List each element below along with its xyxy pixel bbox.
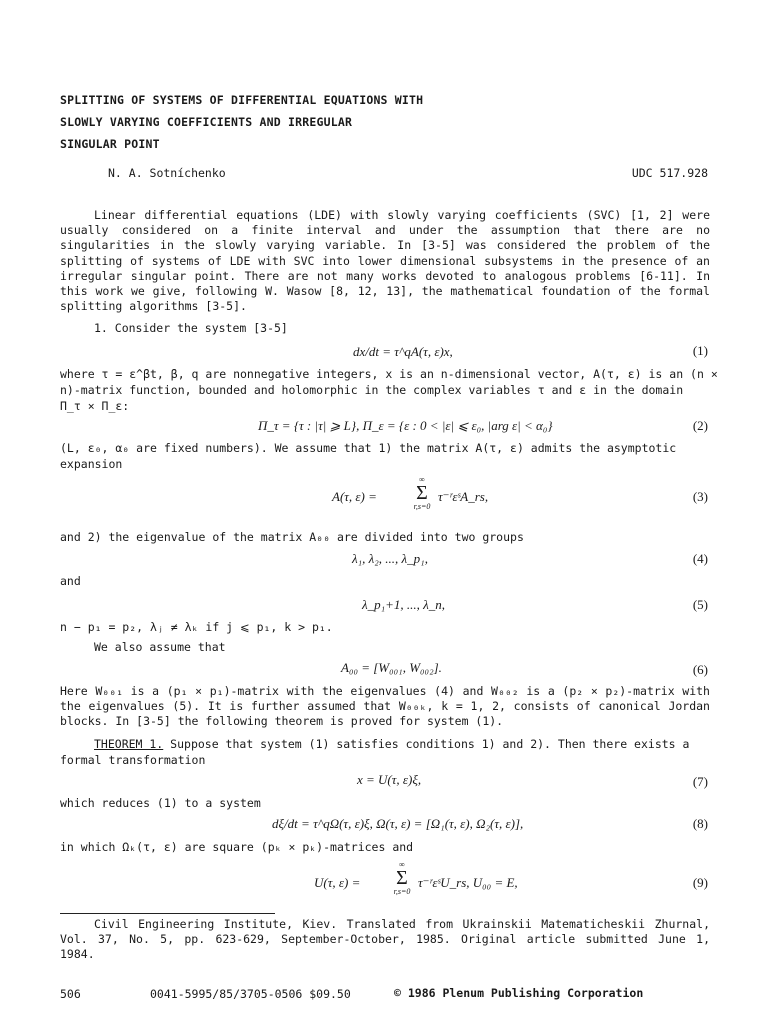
equation-number-8: (8) [692,816,708,831]
equation-number-4: (4) [692,551,708,566]
in-which-line: in which Ωₖ(τ, ε) are square (pₖ × pₖ)-matrices and [60,840,414,854]
summation-9 [388,860,416,897]
where-line-1: where τ = ε^βt, β, q are nonnegative integers, x is an n-dimensional vector, A(τ, ε) is an (n × [60,367,718,381]
equation-number-9: (9) [692,875,708,890]
eigenvalue-line: and 2) the eigenvalue of the matrix A₀₀ are divided into two groups [60,530,524,544]
theorem-label: THEOREM 1. [94,737,164,751]
equation-5: λ_p₁+1, ..., λ_n, [362,597,446,612]
footnote: Civil Engineering Institute, Kiev. Translated from Ukrainskii Matematicheskii Zhurnal, Vol. 37, No. 5, pp. 623-629, September-October, 1985. Original article submitted June 1, 1984. [60,917,710,962]
equation-6: A₀₀ = [W₀₀₁, W₀₀₂]. [341,660,442,675]
sum-symbol: Σ [396,867,408,889]
section-1-heading: 1. Consider the system [3-5] [94,321,288,335]
where-line-2: n)-matrix function, bounded and holomorphic in the complex variables τ and ε in the domain [60,383,684,397]
sum-symbol: Σ [416,482,428,504]
equation-3-rhs: τ⁻ʳεˢA_rs, [438,489,489,504]
copyright-line: © 1986 Plenum Publishing Corporation [394,986,644,1000]
equation-number-5: (5) [692,597,708,612]
also-assume-line: We also assume that [94,640,226,654]
page-number: 506 [60,987,81,1001]
fixed-numbers-line: (L, ε₀, α₀ are fixed numbers). We assume that 1) the matrix A(τ, ε) admits the asymptotic [60,441,677,455]
equation-number-3: (3) [692,489,708,504]
where-line-3: Π_τ × Π_ε: [60,399,130,413]
equation-number-2: (2) [692,418,708,433]
title-line-2: SLOWLY VARYING COEFFICIENTS AND IRREGULAR [60,115,353,129]
sum-lower-limit: r,s=0 [393,887,411,896]
intro-paragraph: Linear differential equations (LDE) with slowly varying coefficients (SVC) [1, 2] were usually considered on a finite interval and under the assumption that there are no singularities in the slowly varying variable. In [3-5] was considered the problem of the splitting of systems of LDE with SVC into lower dimensional subsystems in the presence of an irregular singular point. There are not many works devoted to analogous problems [6-11]. In this work we give, following W. Wasow [8, 12, 13], the mathematical foundation of the formal splitting algorithms [3-5]. [60,208,710,314]
sum-upper-limit: ∞ [399,860,405,869]
sum-upper-limit: ∞ [419,475,425,484]
equation-2: Π_τ = {τ : |τ| ⩾ L}, Π_ε = {ε : 0 < |ε| ⩽ ε₀, |arg ε| < α₀} [258,418,553,433]
equation-number-1: (1) [692,343,708,358]
equation-9-lhs: U(τ, ε) = [314,875,361,890]
equation-7: x = U(τ, ε)ξ, [357,772,422,787]
equation-3-lhs: A(τ, ε) = [332,489,377,504]
reduces-line: which reduces (1) to a system [60,796,261,810]
title-line-1: SPLITTING OF SYSTEMS OF DIFFERENTIAL EQUATIONS WITH [60,93,424,107]
equation-8: dξ/dt = τ^qΩ(τ, ε)ξ, Ω(τ, ε) = [Ω₁(τ, ε), Ω₂(τ, ε)], [272,816,524,831]
theorem-text: Suppose that system (1) satisfies conditions 1) and 2). Then there exists a [163,737,690,751]
issn-line: 0041-5995/85/3705-0506 $09.50 [150,987,351,1001]
equation-number-7: (7) [692,774,708,789]
theorem-line-2: formal transformation [60,753,206,767]
here-paragraph: Here W₀₀₁ is a (p₁ × p₁)-matrix with the eigenvalues (4) and W₀₀₂ is a (p₂ × p₂)-matrix with the eigenvalues (5). It is further assumed that W₀₀ₖ, k = 1, 2, consists of canonical Jordan blocks. In [3-5] the following theorem is proved for system (1). [60,684,710,729]
equation-number-6: (6) [692,662,708,677]
equation-4: λ₁, λ₂, ..., λ_p₁, [352,551,428,566]
footnote-rule [60,913,275,914]
author: N. A. Sotníchenko [108,166,226,180]
theorem-line [94,737,689,751]
equation-9-rhs: τ⁻ʳεˢU_rs, U₀₀ = E, [418,875,518,890]
expansion-word: expansion [60,457,123,471]
condition-line: n − p₁ = p₂, λⱼ ≠ λₖ if j ⩽ p₁, k > p₁. [60,620,333,634]
udc-code: UDC 517.928 [631,166,708,180]
summation-3 [408,475,436,512]
title-line-3: SINGULAR POINT [60,137,160,151]
sum-lower-limit: r,s=0 [413,502,431,511]
and-word: and [60,574,81,588]
equation-1: dx/dt = τ^qA(τ, ε)x, [353,344,453,359]
